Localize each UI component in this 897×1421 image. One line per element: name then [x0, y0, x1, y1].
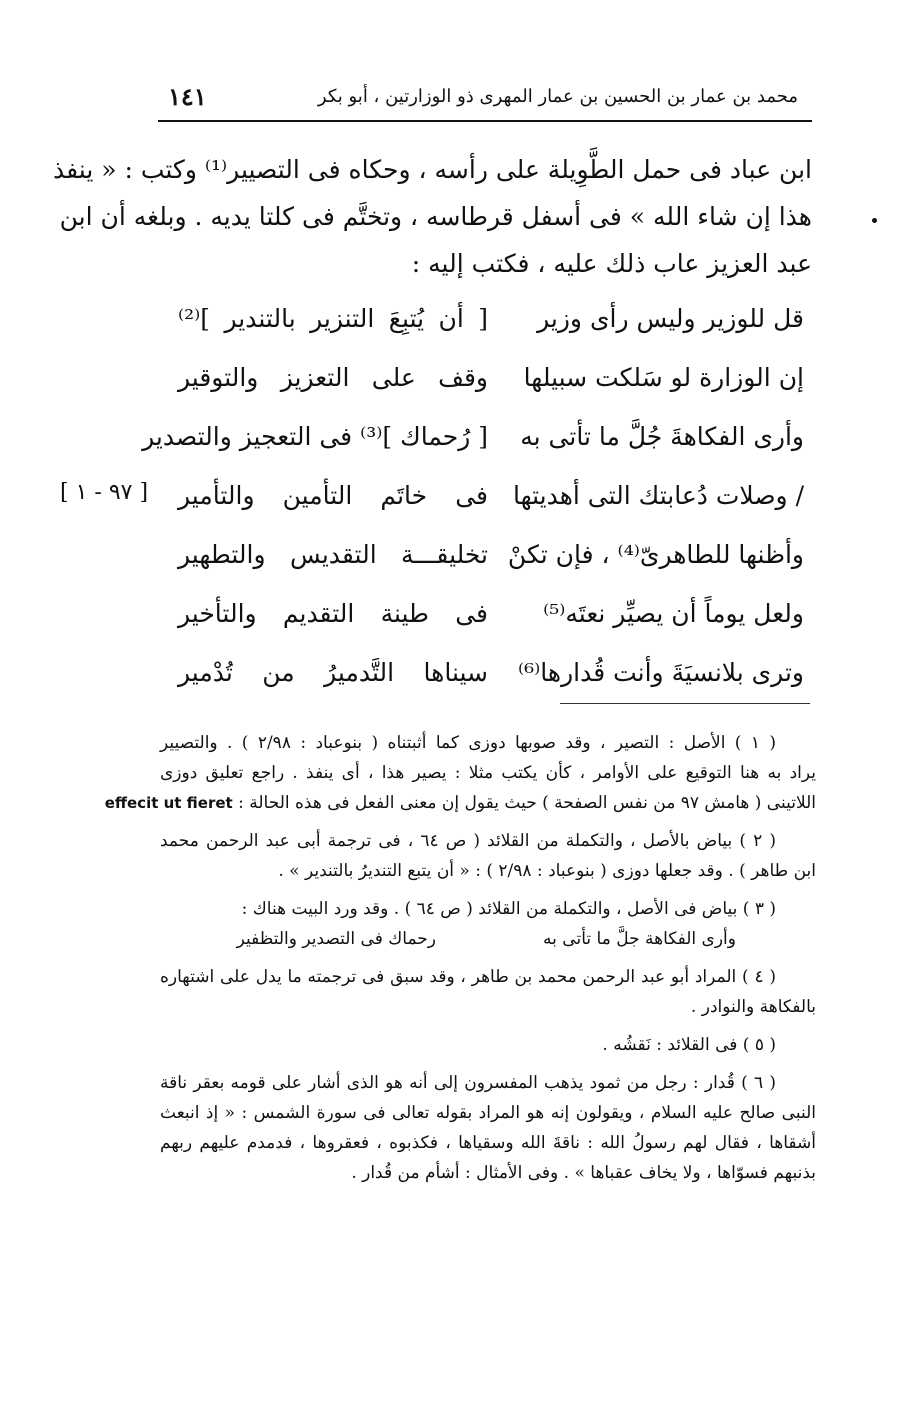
footnote-1-line: ( ١ ) الأصل : التصير ، وقد صوبها دوزى كما أثبتناه ( بنوعباد : ٢/٩٨ ) . والتصيير: [160, 733, 776, 753]
second-hemistich: سيناها التَّدميرُ من تُدْمير: [178, 658, 488, 687]
running-header: [158, 80, 798, 120]
first-hemistich: وترى بلانسيَةَ وأنت قُدارها⁽⁶⁾: [517, 658, 804, 687]
margin-page-reference: [ ٩٧ - ١ ]: [60, 480, 149, 505]
footnote-rule: [560, 703, 810, 704]
poem-verse: [158, 591, 812, 650]
footnotes: [104, 728, 816, 1188]
footnote-3-verse: [160, 924, 816, 954]
second-hemistich: فى خاتَم التأمين والتأمير: [178, 481, 488, 510]
second-hemistich: [ رُحماك ]⁽³⁾ فى التعجيز والتصدير: [142, 422, 488, 451]
footnote-1-line: يراد به هنا التوقيع على الأوامر ، كأن يكتب مثلا : يصير هذا ، أى ينفذ . راجع تعليق دوزى: [160, 763, 816, 783]
poem: [142, 296, 812, 709]
footnote-6-line: ( ٦ ) قُدار : رجل من ثمود يذهب المفسرون إلى أنه هو الذى أشار على قومه بعقر ناقة: [160, 1073, 776, 1093]
first-hemistich: إن الوزارة لو سَلكت سبيلها: [523, 363, 804, 392]
footnote-6-line: بذنبهم فسوّاها ، ولا يخاف عقباها » . وفى الأمثال : أشأم من قُدار .: [351, 1163, 816, 1183]
poem-verse: [142, 414, 812, 473]
poem-verse: [158, 296, 812, 355]
footnote-5-line: ( ٥ ) فى القلائد : نَقشُه .: [602, 1035, 776, 1055]
margin-dot: [872, 218, 877, 223]
poem-verse: [158, 473, 812, 532]
first-hemistich: وأظنها للطاهرىّ⁽⁴⁾ ، فإن تكنْ: [507, 540, 804, 569]
footnote-1-line: [104, 788, 816, 818]
footnote-verse-second: رحماك فى التصدير والتظفير: [236, 929, 436, 949]
first-hemistich: وأرى الفكاهةَ جُلَّ ما تأتى به: [520, 422, 804, 451]
second-hemistich: [ أن يُتبِعَ التنزير بالتندير ]⁽²⁾: [178, 304, 488, 333]
prose-line: عبد العزيز عاب ذلك عليه ، فكتب إليه :: [411, 249, 812, 278]
second-hemistich: فى طينة التقديم والتأخير: [178, 599, 488, 628]
second-hemistich: وقف على التعزيز والتوقير: [178, 363, 488, 392]
first-hemistich: قل للوزير وليس رأى وزير: [537, 304, 804, 333]
first-hemistich: / وصلات دُعابتك التى أهديتها: [512, 481, 804, 510]
poem-verse: [158, 650, 812, 709]
header-rule: [158, 120, 812, 122]
prose-line: ابن عباد فى حمل الطَّوِيلة على رأسه ، وحكاه فى التصيير⁽¹⁾ وكتب : « ينفذ: [53, 155, 812, 184]
header-title: محمد بن عمار بن الحسين بن عمار المهرى ذو الوزارتين ، أبو بكر: [317, 86, 798, 107]
page-number: ١٤١: [168, 82, 207, 111]
footnote-6-line: النبى صالح عليه السلام ، ويقولون إنه هو المراد بقوله تعالى فى سورة الشمس : « إذ انبعث: [160, 1103, 816, 1123]
prose-line: هذا إن شاء الله » فى أسفل قرطاسه ، وتختَّم فى كلتا يديه . وبلغه أن ابن: [59, 202, 812, 231]
poem-verse: [158, 355, 812, 414]
poem-verse: [158, 532, 812, 591]
footnote-1-arabic: اللاتينى ( هامش ٩٧ من نفس الصفحة ) حيث يقول إن معنى الفعل فى هذه الحالة :: [238, 793, 816, 813]
footnote-verse-first: وأرى الفكاهة جلَّ ما تأتى به: [543, 929, 736, 949]
footnote-2-line: ابن طاهر ) . وقد جعلها دوزى ( بنوعباد : ٢/٩٨ ) : « أن يتبع التنديرُ بالتندير » .: [278, 861, 816, 881]
footnote-2-line: ( ٢ ) بياض بالأصل ، والتكملة من القلائد ( ص ٦٤ ، فى ترجمة أبى عبد الرحمن محمد: [160, 831, 776, 851]
footnote-3-line: ( ٣ ) بياض فى الأصل ، والتكملة من القلائد ( ص ٦٤ ) . وقد ورد البيت هناك :: [241, 899, 776, 919]
second-hemistich: تخليقـــة التقديس والتطهير: [178, 540, 488, 569]
footnote-4-line: بالفكاهة والنوادر .: [690, 997, 816, 1017]
footnote-4-line: ( ٤ ) المراد أبو عبد الرحمن محمد بن طاهر ، وقد سبق فى ترجمته ما يدل على اشتهاره: [160, 967, 776, 987]
footnote-6-line: أشقاها ، فقال لهم رسولُ الله : ناقةَ الله وسقياها ، فكذبوه ، فعقروها ، فدمدم عليهم ربهم: [160, 1133, 816, 1153]
body-prose: [53, 146, 812, 287]
footnote-1-latin: effecit ut fieret: [104, 794, 233, 812]
first-hemistich: ولعل يوماً أن يصيِّر نعتَه⁽⁵⁾: [543, 599, 804, 628]
